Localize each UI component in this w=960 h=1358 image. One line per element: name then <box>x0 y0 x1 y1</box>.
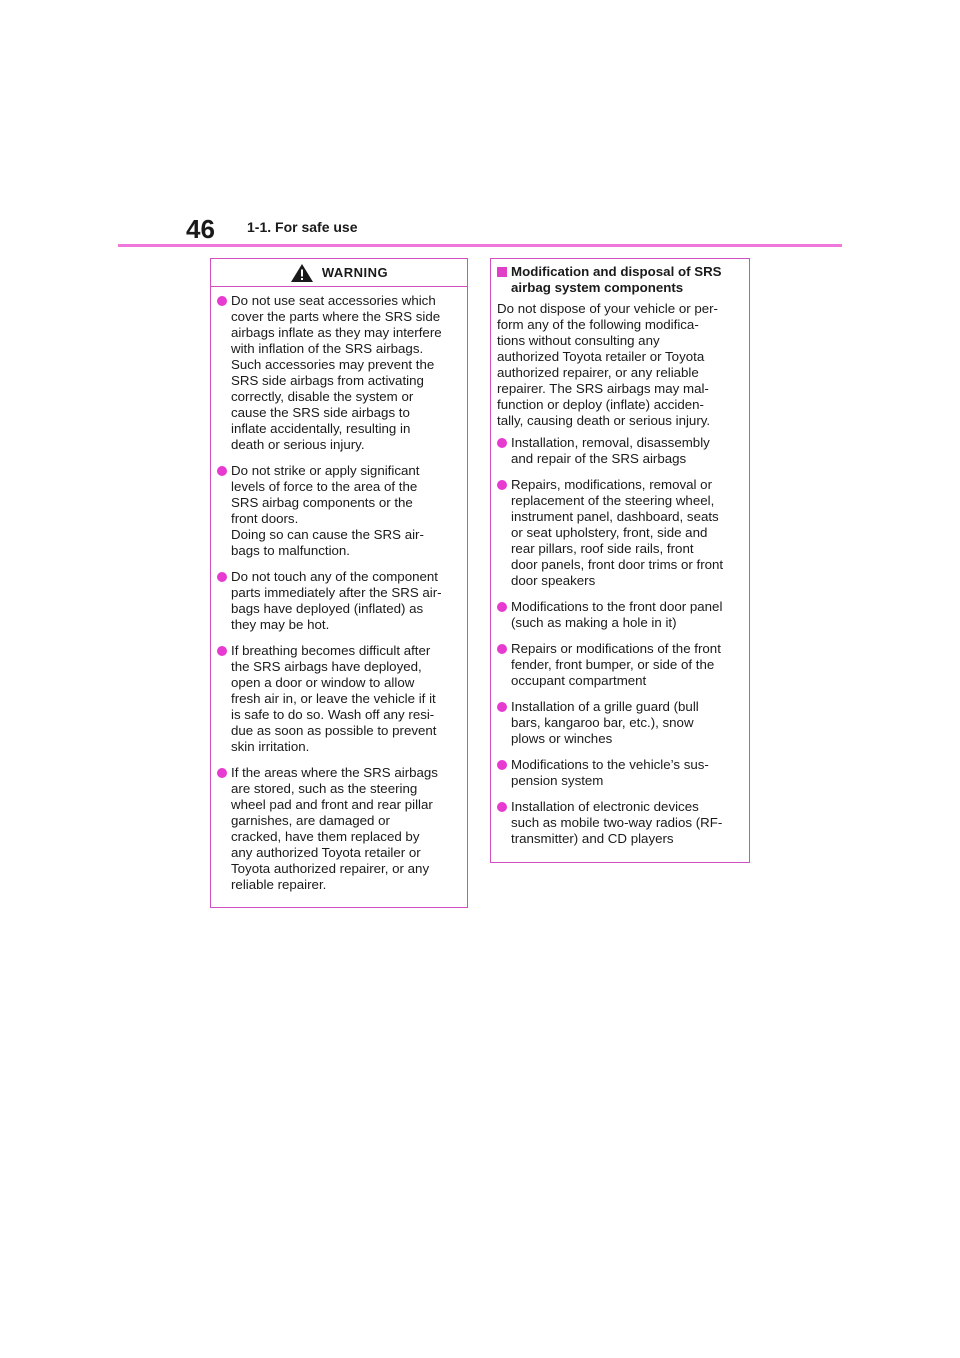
warning-item <box>217 293 459 453</box>
section-title: 1-1. For safe use <box>247 219 358 235</box>
modification-item <box>497 477 741 589</box>
modification-item <box>497 799 741 847</box>
bullet-circle-icon <box>217 768 227 778</box>
warning-item <box>217 765 459 893</box>
modification-heading-text: Modification and disposal of SRS airbag system components <box>511 264 722 295</box>
modification-box <box>490 258 750 863</box>
warning-header <box>211 259 467 287</box>
warning-triangle-icon <box>290 263 314 283</box>
warning-item <box>217 569 459 633</box>
warning-title: WARNING <box>321 265 389 280</box>
bullet-circle-icon <box>217 646 227 656</box>
bullet-circle-icon <box>217 466 227 476</box>
page-number: 46 <box>186 214 215 244</box>
warning-item-text: Do not strike or apply significant levels of force to the area of the SRS airbag components or the front doors. Doing so can cause the SRS air- bags to malfunction. <box>231 463 424 558</box>
warning-item-text: If breathing becomes difficult after the SRS airbags have deployed, open a door or window to allow fresh air in, or leave the vehicle if it is safe to do so. Wash off any resi- due as soon as possible to prevent skin irritation. <box>231 643 437 754</box>
modification-item <box>497 641 741 689</box>
bullet-circle-icon <box>217 296 227 306</box>
bullet-circle-icon <box>497 802 507 812</box>
warning-item-text: If the areas where the SRS airbags are stored, such as the steering wheel pad and front and rear pillar garnishes, are damaged or cracked, have them replaced by any authorized Toyota retailer or Toyota authorized repairer, or any reliable repairer. <box>231 765 438 892</box>
modification-item-text: Installation, removal, disassembly and repair of the SRS airbags <box>511 435 710 466</box>
warning-item-text: Do not touch any of the component parts immediately after the SRS air- bags have deployed (inflated) as they may be hot. <box>231 569 442 632</box>
modification-intro: Do not dispose of your vehicle or per- form any of the following modifica- tions without consulting any authorized Toyota retailer or Toyota authorized repairer, or any reliable repairer. The SRS airbags may mal- function or deploy (inflate) acciden- tally, causing death or serious injury. <box>497 301 718 428</box>
warning-item <box>217 463 459 559</box>
modification-item-text: Installation of a grille guard (bull bars, kangaroo bar, etc.), snow plows or winches <box>511 699 699 746</box>
modification-item-text: Modifications to the front door panel (such as making a hole in it) <box>511 599 723 630</box>
modification-item-text: Modifications to the vehicle’s sus- pension system <box>511 757 709 788</box>
modification-item-text: Installation of electronic devices such as mobile two-way radios (RF- transmitter) and CD players <box>511 799 723 846</box>
modification-item-text: Repairs or modifications of the front fender, front bumper, or side of the occupant compartment <box>511 641 721 688</box>
bullet-circle-icon <box>497 760 507 770</box>
bullet-circle-icon <box>217 572 227 582</box>
bullet-square-icon <box>497 267 507 277</box>
warning-item-text: Do not use seat accessories which cover the parts where the SRS side airbags inflate as they may interfere with inflation of the SRS airbags. Such accessories may prevent the SRS side airbags from activating correctly, disable the system or cause the SRS side airbags to inflate accidentally, resulting in death or serious injury. <box>231 293 442 452</box>
bullet-circle-icon <box>497 438 507 448</box>
warning-box <box>210 258 468 908</box>
bullet-circle-icon <box>497 644 507 654</box>
modification-item-text: Repairs, modifications, removal or replacement of the steering wheel, instrument panel, dashboard, seats or seat upholstery, front, side and rear pillars, roof side rails, front door panels, front door trims or front door speakers <box>511 477 724 588</box>
header-rule <box>118 244 842 247</box>
modification-item <box>497 435 741 467</box>
modification-item <box>497 699 741 747</box>
modification-item <box>497 757 741 789</box>
modification-item <box>497 599 741 631</box>
warning-item <box>217 643 459 755</box>
bullet-circle-icon <box>497 602 507 612</box>
bullet-circle-icon <box>497 480 507 490</box>
modification-heading <box>497 264 741 296</box>
bullet-circle-icon <box>497 702 507 712</box>
